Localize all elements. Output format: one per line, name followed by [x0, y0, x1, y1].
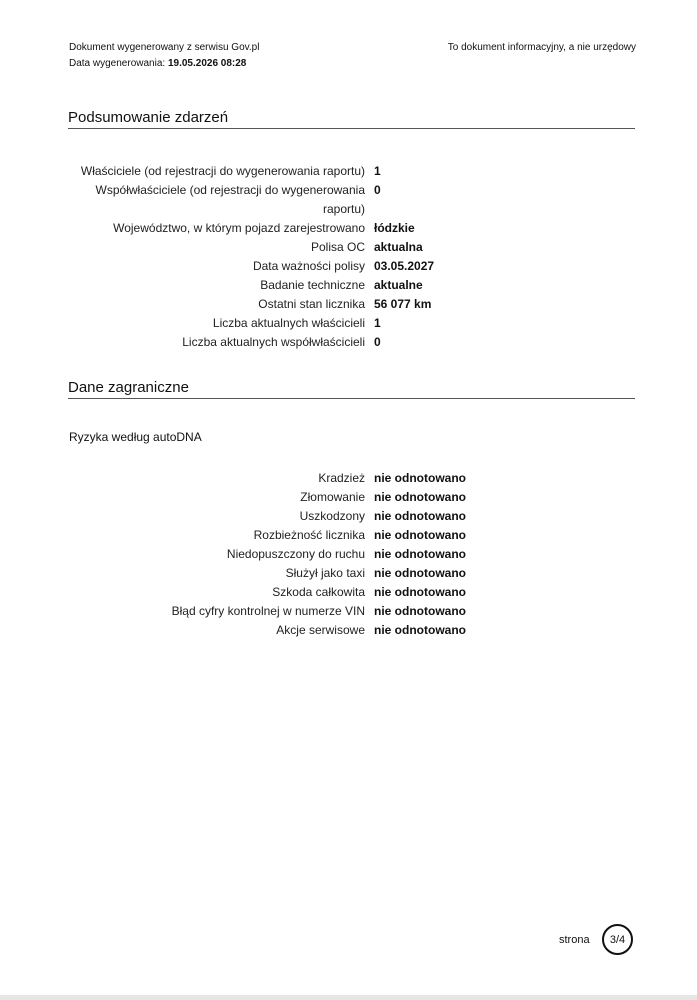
foreign-title: Dane zagraniczne: [68, 379, 635, 399]
row-label: Złomowanie: [300, 490, 365, 504]
row-value: 03.05.2027: [374, 259, 435, 273]
row-label: Ostatni stan licznika: [258, 297, 365, 311]
row-value: nie odnotowano: [374, 528, 466, 542]
generated-label: Data wygenerowania:: [69, 58, 166, 69]
row-value: 0: [374, 183, 381, 197]
risk-row: [60, 621, 540, 640]
summary-title: Podsumowanie zdarzeń: [68, 109, 635, 129]
generated-value: 19.05.2026 08:28: [167, 58, 247, 69]
page-number: 3/4: [609, 933, 626, 946]
row-label: Liczba aktualnych właścicieli: [212, 316, 365, 330]
summary-row: [60, 295, 540, 314]
risk-subheading: Ryzyka według autoDNA: [69, 430, 202, 444]
row-label: Współwłaściciele (od rejestracji do wygenerowania raportu): [95, 183, 365, 216]
risk-row: [60, 583, 540, 602]
row-label: Województwo, w którym pojazd zarejestrowano: [113, 221, 365, 235]
row-value: nie odnotowano: [374, 547, 466, 561]
row-label: Szkoda całkowita: [272, 585, 365, 599]
summary-row: [60, 162, 540, 181]
row-value: nie odnotowano: [374, 585, 466, 599]
row-label: Badanie techniczne: [260, 278, 365, 292]
risk-row: [60, 507, 540, 526]
row-label: Niedopuszczony do ruchu: [226, 547, 365, 561]
summary-row: [60, 276, 540, 295]
row-label: Błąd cyfry kontrolnej w numerze VIN: [171, 604, 365, 618]
row-label: Kradzież: [318, 471, 365, 485]
page-label: strona: [559, 934, 590, 946]
row-value: nie odnotowano: [374, 566, 466, 580]
row-value: aktualna: [374, 240, 423, 254]
risk-row: [60, 564, 540, 583]
disclaimer-text: To dokument informacyjny, a nie urzędowy: [447, 42, 636, 53]
row-label: Polisa OC: [310, 240, 365, 254]
row-value: 0: [374, 335, 381, 349]
row-label: Uszkodzony: [299, 509, 365, 523]
row-value: nie odnotowano: [374, 490, 466, 504]
row-label: Liczba aktualnych współwłaścicieli: [182, 335, 365, 349]
risk-row: [60, 602, 540, 621]
row-value: aktualne: [374, 278, 423, 292]
risk-row: [60, 488, 540, 507]
row-value: nie odnotowano: [374, 604, 466, 618]
header-left: [69, 40, 259, 72]
row-label: Data ważności polisy: [252, 259, 365, 273]
row-value: 1: [374, 316, 381, 330]
summary-row: [60, 257, 540, 276]
row-value: 1: [374, 164, 381, 178]
summary-row: [60, 219, 540, 238]
row-label: Akcje serwisowe: [276, 623, 365, 637]
page-number-badge: [602, 924, 633, 955]
risk-row: [60, 545, 540, 564]
row-value: 56 077 km: [374, 297, 432, 311]
row-label: Właściciele (od rejestracji do wygenerowania raportu): [80, 164, 365, 178]
bottom-bar: [0, 995, 697, 1000]
row-label: Służył jako taxi: [285, 566, 365, 580]
summary-table: [60, 162, 540, 352]
summary-row: [60, 314, 540, 333]
summary-row: [60, 181, 540, 219]
summary-row: [60, 238, 540, 257]
summary-row: [60, 333, 540, 352]
row-label: Rozbieżność licznika: [253, 528, 365, 542]
risk-row: [60, 526, 540, 545]
row-value: łódzkie: [374, 221, 415, 235]
risk-table: [60, 469, 540, 640]
row-value: nie odnotowano: [374, 623, 466, 637]
row-value: nie odnotowano: [374, 471, 466, 485]
generated-date: [69, 56, 259, 72]
source-text: Dokument wygenerowany z serwisu Gov.pl: [69, 42, 260, 53]
risk-row: [60, 469, 540, 488]
row-value: nie odnotowano: [374, 509, 466, 523]
